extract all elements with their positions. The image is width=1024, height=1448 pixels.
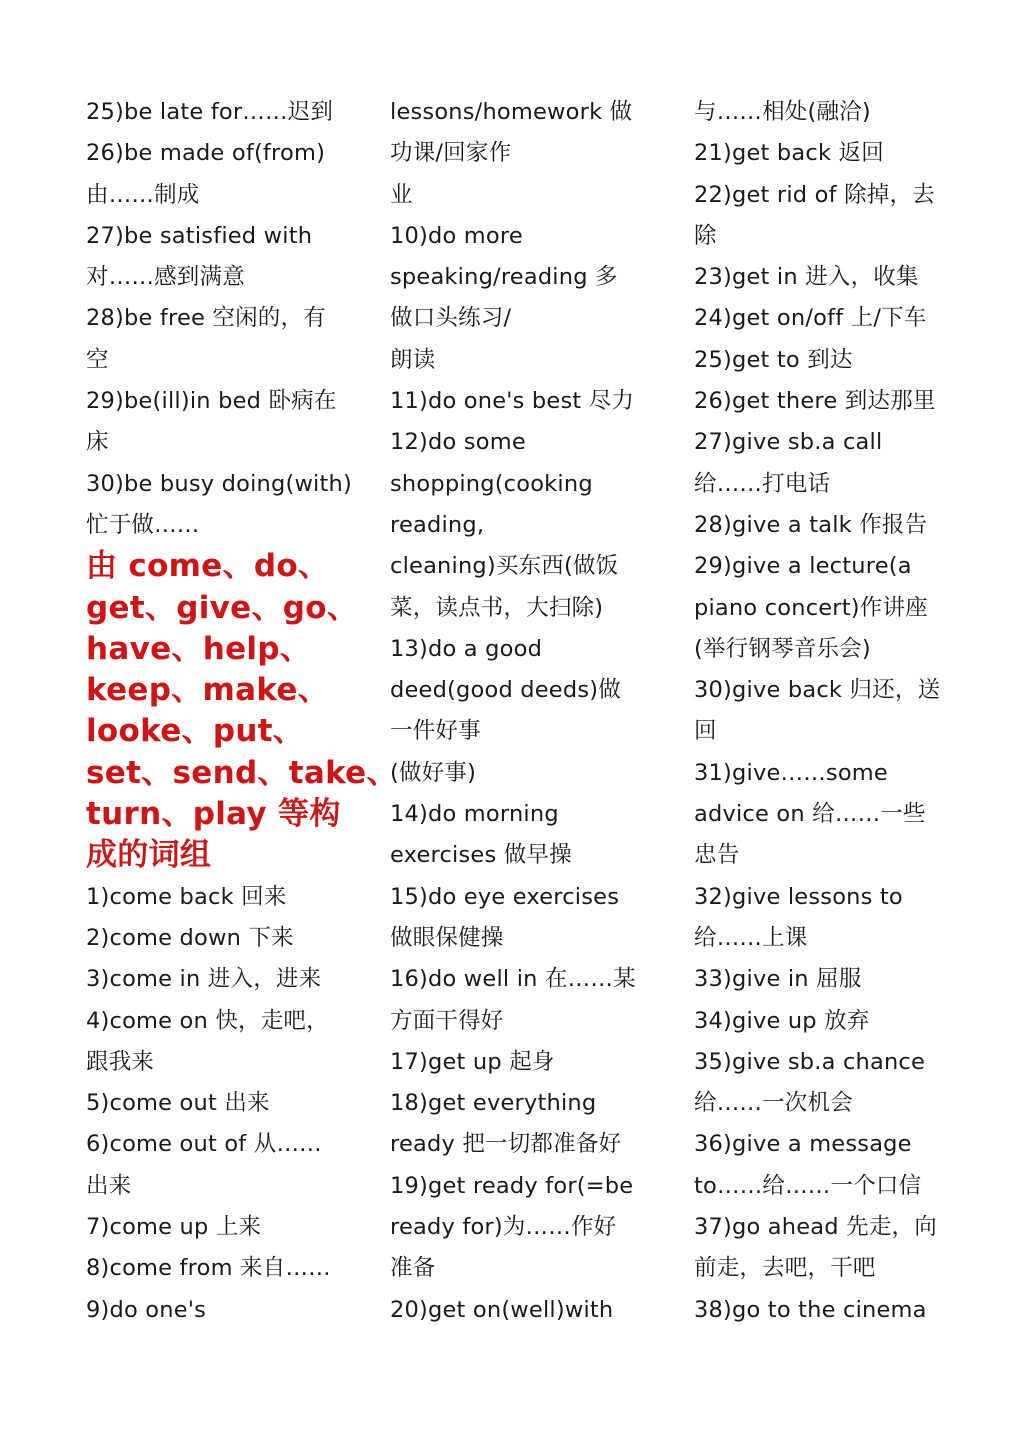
- column-2: [390, 92, 670, 1331]
- vocab-line: 36)give a message: [694, 1131, 912, 1158]
- heading-line: 成的词组: [86, 837, 212, 874]
- vocab-line: 22)get rid of 除掉，去: [694, 181, 935, 208]
- vocab-line: 8)come from 来自……: [86, 1255, 331, 1282]
- vocab-line: cleaning)买东西(做饭: [390, 553, 619, 580]
- vocab-line: 19)get ready for(=be: [390, 1172, 634, 1199]
- vocab-line: 出来: [86, 1172, 132, 1199]
- vocab-line: 31)give……some: [694, 759, 888, 786]
- vocab-line: 2)come down 下来: [86, 924, 294, 951]
- vocab-line: 5)come out 出来: [86, 1090, 270, 1117]
- vocab-line: 25)be late for……迟到: [86, 99, 334, 125]
- heading-line: 由 come、do、: [86, 548, 330, 585]
- vocab-line: 忠告: [694, 842, 740, 869]
- column-1: [86, 92, 398, 1331]
- vocab-line: 给……上课: [694, 924, 808, 951]
- vocab-line: to……给……一个口信: [694, 1172, 922, 1199]
- vocab-line: 9)do one's: [86, 1296, 207, 1323]
- vocab-line: 13)do a good: [390, 635, 543, 662]
- section-heading: [86, 546, 398, 876]
- vocab-line: speaking/reading 多: [390, 264, 618, 291]
- vocab-line: 27)give sb.a call: [694, 429, 883, 456]
- vocab-line: shopping(cooking: [390, 470, 593, 497]
- vocab-line: 26)be made of(from): [86, 140, 326, 167]
- vocab-line: (做好事): [390, 759, 477, 786]
- vocab-line: 18)get everything: [390, 1090, 597, 1117]
- vocab-line: exercises 做早操: [390, 842, 572, 869]
- vocab-line: 24)get on/off 上/下车: [694, 305, 927, 332]
- vocab-line: 给……一次机会: [694, 1090, 853, 1117]
- vocab-line: 16)do well in 在……某: [390, 966, 636, 993]
- vocab-line: 4)come on 快，走吧，: [86, 1007, 329, 1034]
- vocab-line: 菜，读点书，大扫除): [390, 594, 604, 621]
- vocab-line: 14)do morning: [390, 801, 559, 828]
- vocab-line: 29)give a lecture(a: [694, 553, 912, 580]
- vocab-line: 朗读: [390, 346, 436, 373]
- column-1-entries-after-heading: [86, 877, 366, 1331]
- vocab-line: 1)come back 回来: [86, 883, 287, 910]
- vocab-line: 业: [390, 181, 413, 208]
- vocab-line: deed(good deeds)做: [390, 677, 621, 704]
- vocab-line: 20)get on(well)with: [390, 1296, 614, 1323]
- vocab-line: 与……相处(融洽): [694, 99, 871, 125]
- vocab-line: 34)give up 放弃: [694, 1007, 870, 1034]
- vocab-line: ready for)为……作好: [390, 1214, 617, 1241]
- vocab-line: 30)be busy doing(with): [86, 470, 352, 497]
- vocab-line: lessons/homework 做: [390, 99, 633, 125]
- vocab-line: 26)get there 到达那里: [694, 388, 936, 415]
- vocab-line: 7)come up 上来: [86, 1214, 262, 1241]
- vocab-line: 跟我来: [86, 1048, 155, 1075]
- vocab-line: 做眼保健操: [390, 924, 504, 951]
- vocab-line: 功课/回家作: [390, 140, 512, 167]
- heading-line: get、give、go、: [86, 589, 359, 626]
- vocab-line: 3)come in 进入，进来: [86, 966, 322, 993]
- vocab-line: 床: [86, 429, 109, 456]
- vocab-line: 回: [694, 718, 717, 745]
- heading-line: keep、make、: [86, 672, 330, 709]
- vocab-line: (举行钢琴音乐会): [694, 635, 871, 662]
- vocab-line: 30)give back 归还，送: [694, 677, 941, 704]
- vocab-line: 27)be satisfied with: [86, 222, 313, 249]
- vocab-line: 32)give lessons to: [694, 883, 903, 910]
- vocab-line: 11)do one's best 尽力: [390, 388, 635, 415]
- heading-line: set、send、take、: [86, 754, 398, 791]
- vocab-line: 28)be free 空闲的，有: [86, 305, 326, 332]
- vocab-line: 忙于做……: [86, 511, 200, 538]
- column-2-entries: [390, 92, 670, 1331]
- vocab-line: 由……制成: [86, 181, 200, 208]
- vocab-line: 21)get back 返回: [694, 140, 884, 167]
- column-1-entries: [86, 92, 366, 546]
- heading-line: turn、play 等构: [86, 796, 341, 833]
- vocab-line: ready 把一切都准备好: [390, 1131, 622, 1158]
- vocab-line: 方面干得好: [390, 1007, 504, 1034]
- vocab-line: 12)do some: [390, 429, 526, 456]
- column-3: [694, 92, 994, 1331]
- column-3-entries: [694, 92, 994, 1331]
- vocab-line: advice on 给……一些: [694, 801, 926, 828]
- vocab-line: 给……打电话: [694, 470, 831, 497]
- vocab-line: 前走，去吧，干吧: [694, 1255, 876, 1282]
- vocab-line: 准备: [390, 1255, 436, 1282]
- vocab-line: reading,: [390, 511, 485, 538]
- vocab-line: 29)be(ill)in bed 卧病在: [86, 388, 337, 415]
- vocab-line: 38)go to the cinema: [694, 1296, 927, 1323]
- vocab-line: 25)get to 到达: [694, 346, 853, 373]
- vocab-line: 做口头练习/: [390, 305, 512, 332]
- vocab-line: piano concert)作讲座: [694, 594, 928, 621]
- vocab-line: 对……感到满意: [86, 264, 245, 291]
- vocab-line: 一件好事: [390, 718, 481, 745]
- vocab-line: 17)get up 起身: [390, 1048, 555, 1075]
- vocab-line: 6)come out of 从……: [86, 1131, 322, 1158]
- vocab-line: 33)give in 屈服: [694, 966, 862, 993]
- vocab-line: 35)give sb.a chance: [694, 1048, 926, 1075]
- heading-line: looke、put、: [86, 713, 305, 750]
- vocab-line: 15)do eye exercises: [390, 883, 620, 910]
- vocab-line: 空: [86, 346, 109, 373]
- vocab-line: 10)do more: [390, 222, 523, 249]
- vocab-line: 除: [694, 222, 717, 249]
- vocab-line: 23)get in 进入，收集: [694, 264, 919, 291]
- vocab-line: 37)go ahead 先走，向: [694, 1214, 937, 1241]
- heading-line: have、help、: [86, 630, 312, 667]
- vocab-line: 28)give a talk 作报告: [694, 511, 928, 538]
